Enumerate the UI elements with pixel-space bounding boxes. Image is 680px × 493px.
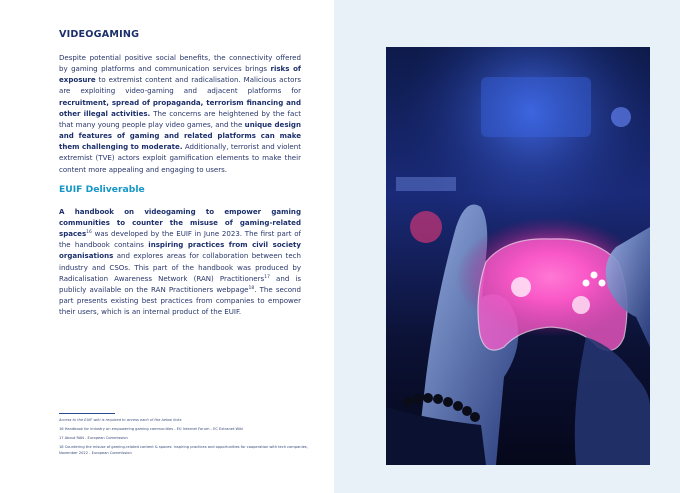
footnote-ref: 18: [248, 285, 255, 291]
monitor-light: [481, 77, 591, 137]
emphasis-text: risks of exposure: [59, 64, 301, 85]
footnote-divider: [59, 413, 115, 414]
footnote-ref: 17: [264, 274, 270, 280]
body-text: to extremist content and radicalisation. Malicious actors are exploiting video-gaming and adjacent platforms for: [59, 75, 301, 96]
deliverable-paragraph: [59, 206, 301, 318]
footnote-16[interactable]: 16 Handbook for industry on empowering gaming communities - EU Internet Forum - EC Extranet Wiki: [59, 427, 244, 432]
body-text: . The second part presents existing best practices from companies to empower their users, which is an internal product of the EUIF.: [59, 284, 301, 317]
keyboard-light: [396, 177, 456, 191]
bokeh-light: [611, 107, 631, 127]
body-text: Additionally, terrorist and violent extremist (TVE) actors exploit gamification elements to make their content more appealing and engaging to users.: [59, 142, 301, 174]
footnote-access-note: Access to the EUIF wiki is required to access each of the below links: [59, 418, 182, 422]
body-text: and explores areas for collaboration between tech industry and CSOs. This part of the handbook was produced by Radicalisation Awareness Network (RAN) Practitioners: [59, 251, 301, 283]
button-light: [583, 280, 590, 287]
emphasis-text: unique design and features of gaming and related platforms can make them challenging to moderate.: [59, 119, 301, 152]
deliverable-heading: EUIF Deliverable: [59, 183, 145, 195]
thumbstick-left: [511, 277, 531, 297]
gamepad-photo-icon: [386, 47, 650, 465]
body-text: was developed by the EUIF in June 2023. The first part of the handbook contains: [59, 229, 301, 250]
button-light: [591, 272, 598, 279]
text-column: [0, 0, 334, 493]
footnote-ref: 16: [86, 230, 92, 236]
footnote-18[interactable]: 18 Countering the misuse of gaming-related content & spaces: inspiring practices and opportunities for cooperation with tech companies, November 2022 - European Commission: [59, 445, 308, 455]
bokeh-light: [410, 211, 442, 243]
body-text: Despite potential positive social benefits, the connectivity offered by gaming platforms and communication services brings: [59, 53, 301, 74]
body-text: The concerns are heightened by the fact that many young people play video games, and the: [59, 108, 301, 129]
intro-paragraph: [59, 52, 301, 175]
body-text: and is publicly available on the RAN Practitioners webpage: [59, 273, 301, 294]
emphasis-text: inspiring practices from civil society organisations: [59, 240, 302, 261]
button-light: [599, 280, 606, 287]
thumbstick-right: [572, 296, 590, 314]
gaming-controller-photo: [386, 47, 650, 465]
footnote-17[interactable]: 17 About RAN - European Commission: [59, 436, 128, 441]
main-content: [59, 29, 301, 317]
emphasis-text: recruitment, spread of propaganda, terrorism financing and other illegal activities.: [59, 97, 301, 118]
footnotes: [59, 418, 319, 460]
section-title: VIDEOGAMING: [59, 29, 140, 40]
emphasis-text: A handbook on videogaming to empower gaming communities to counter the misuse of gaming-related spaces: [59, 206, 301, 239]
